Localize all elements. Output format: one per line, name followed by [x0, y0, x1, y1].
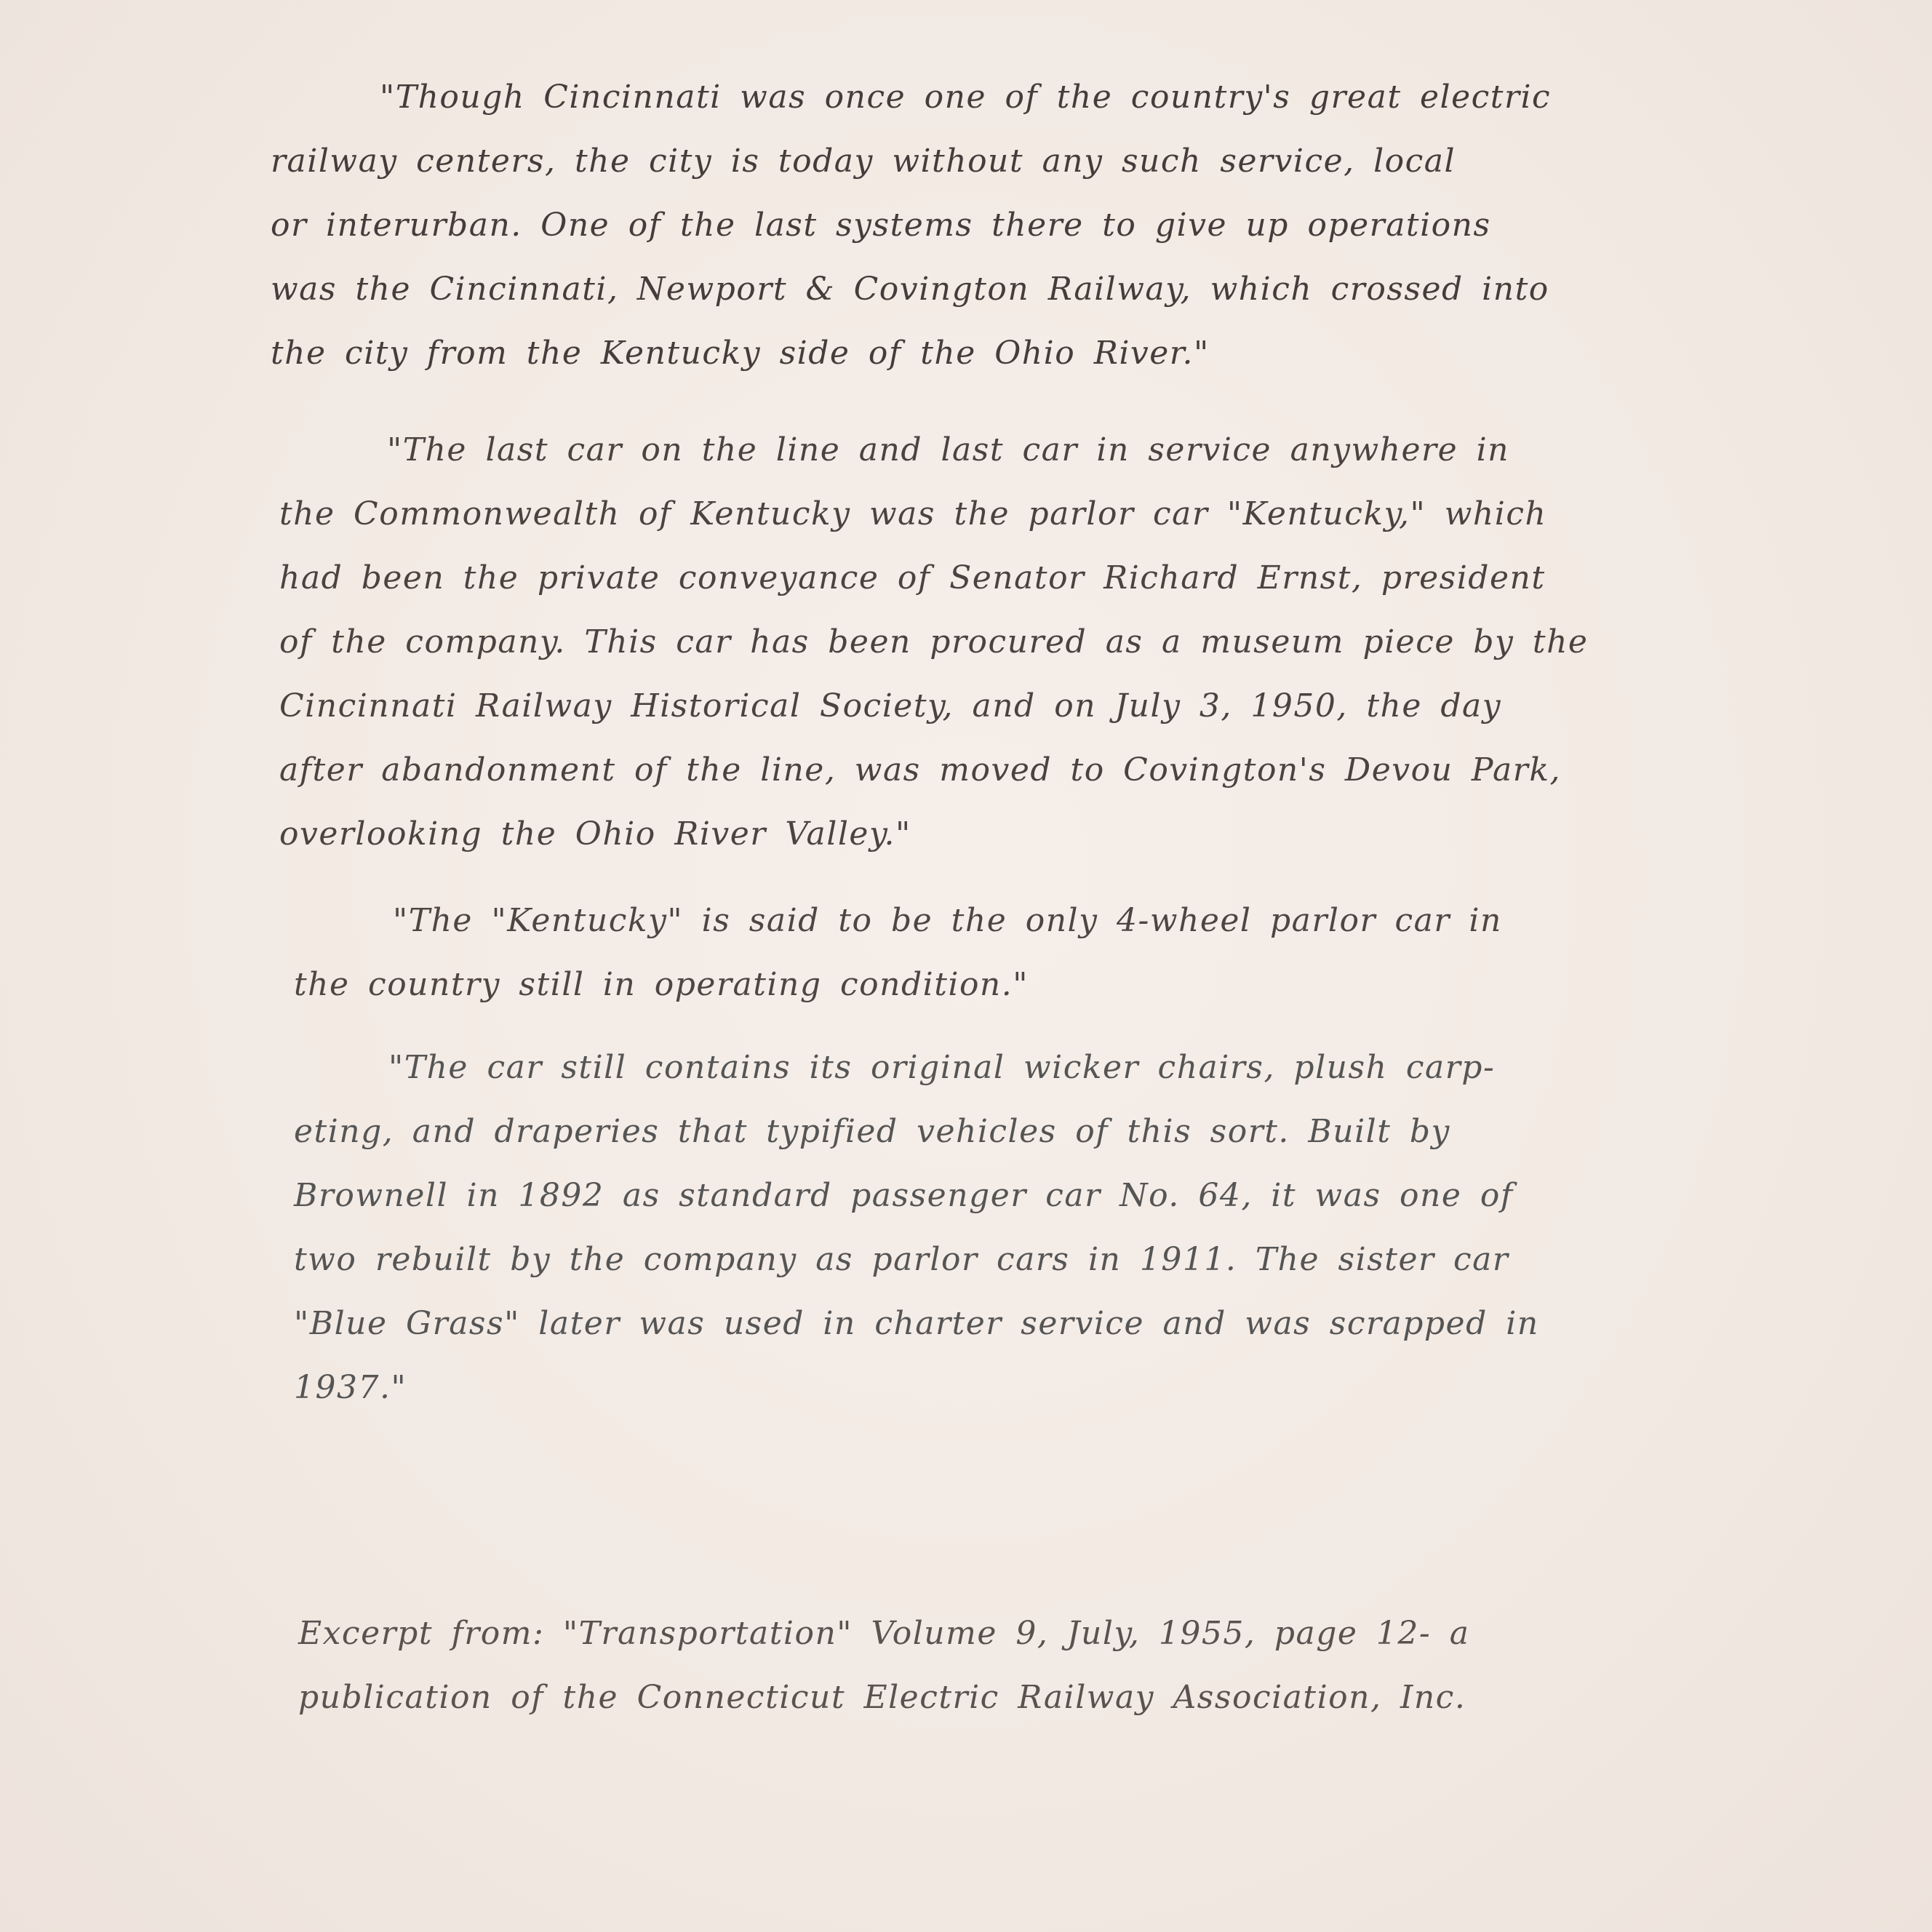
text-line: railway centers, the city is today without any such service, local	[271, 143, 1456, 180]
text-line: "The last car on the line and last car in service anywhere in	[387, 431, 1510, 468]
source-citation	[298, 1602, 1782, 1730]
paragraph-wicker-chairs	[294, 1036, 1778, 1420]
text-line: of the company. This car has been procured as a museum piece by the	[279, 623, 1589, 660]
text-line: after abandonment of the line, was moved to Covington's Devou Park,	[279, 751, 1561, 789]
text-line: "Though Cincinnati was once one of the country's great electric	[380, 79, 1552, 116]
text-line: "The car still contains its original wicker chairs, plush carp-	[388, 1049, 1496, 1086]
text-line: 1937."	[294, 1369, 407, 1406]
text-line: eting, and draperies that typified vehicles of this sort. Built by	[294, 1113, 1450, 1150]
paragraph-last-car-kentucky	[279, 418, 1763, 866]
text-line: the Commonwealth of Kentucky was the parlor car "Kentucky," which	[279, 495, 1547, 532]
text-line: Cincinnati Railway Historical Society, and on July 3, 1950, the day	[279, 687, 1502, 724]
text-line: the city from the Kentucky side of the Ohio River."	[271, 335, 1210, 372]
text-line: was the Cincinnati, Newport & Covington Railway, which crossed into	[271, 271, 1549, 308]
text-line: overlooking the Ohio River Valley."	[279, 815, 911, 853]
text-line: two rebuilt by the company as parlor cars in 1911. The sister car	[294, 1241, 1509, 1278]
text-line: Excerpt from: "Transportation" Volume 9, July, 1955, page 12- a	[298, 1615, 1470, 1652]
paragraph-four-wheel-parlor-car	[294, 889, 1778, 1017]
text-line: "Blue Grass" later was used in charter service and was scrapped in	[294, 1305, 1539, 1342]
paragraph-cincinnati-railway-centers	[271, 65, 1755, 386]
text-line: "The "Kentucky" is said to be the only 4-wheel parlor car in	[393, 902, 1502, 939]
text-line: or interurban. One of the last systems there to give up operations	[271, 207, 1491, 244]
text-line: publication of the Connecticut Electric Railway Association, Inc.	[298, 1679, 1466, 1716]
text-line: had been the private conveyance of Senator Richard Ernst, president	[279, 559, 1546, 596]
text-line: the country still in operating condition."	[294, 966, 1029, 1003]
text-line: Brownell in 1892 as standard passenger car No. 64, it was one of	[294, 1177, 1514, 1214]
